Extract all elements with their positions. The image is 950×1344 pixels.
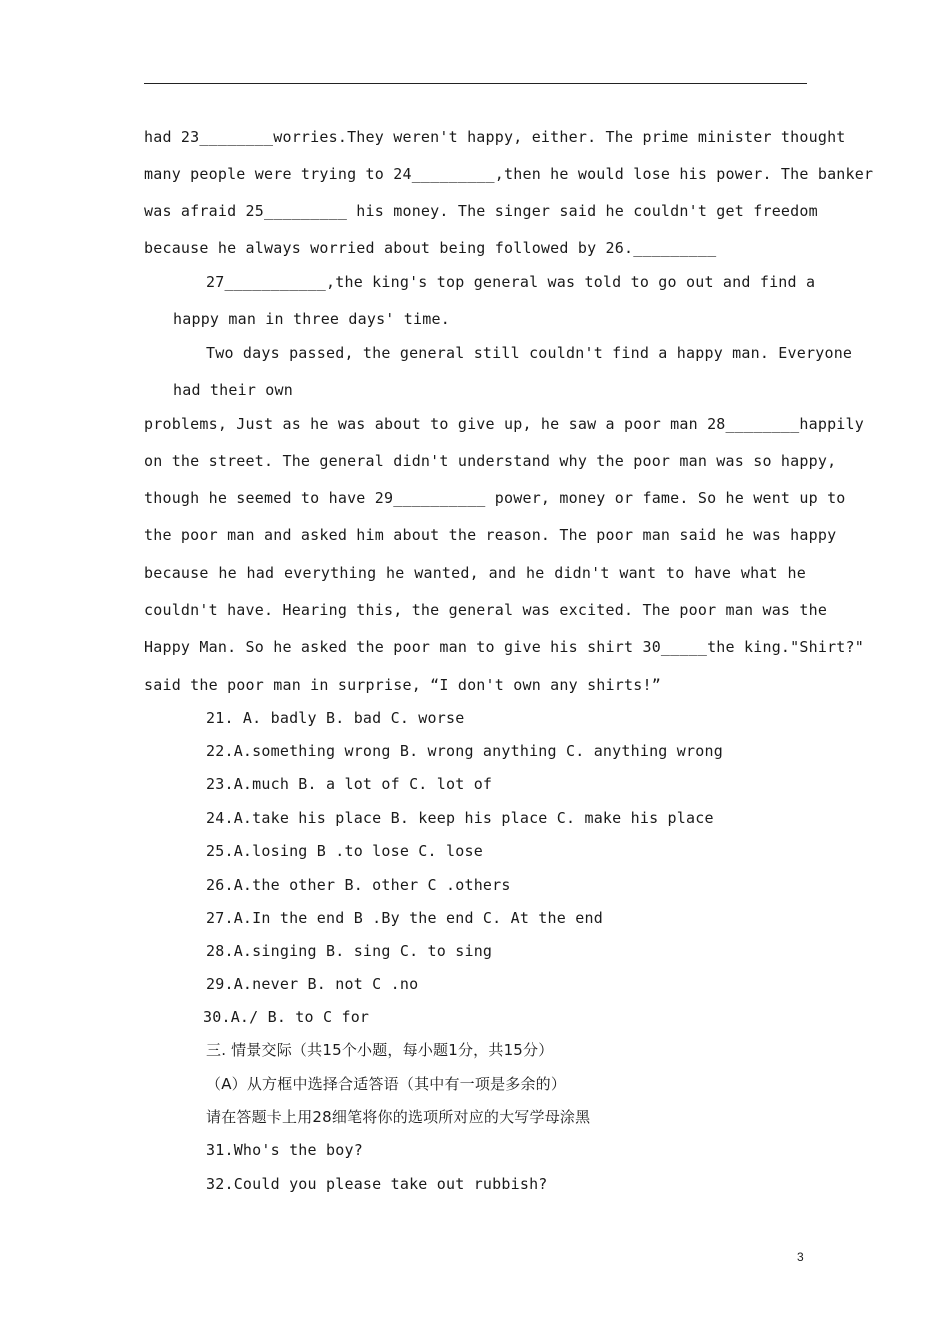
passage-line: had 23________worries.They weren't happy, either. The prime minister thought [144, 128, 846, 146]
passage-line: problems, Just as he was about to give up, he saw a poor man 28________happily [144, 415, 864, 433]
option-line: 26.A.the other B. other C .others [206, 876, 511, 894]
option-line: 27.A.In the end B .By the end C. At the end [206, 909, 603, 927]
passage-line: Two days passed, the general still couldn't find a happy man. Everyone [206, 344, 853, 362]
header-rule [144, 83, 807, 84]
option-line: 28.A.singing B. sing C. to sing [206, 942, 493, 960]
option-line: 21. A. badly B. bad C. worse [206, 709, 465, 727]
section-instruction: 请在答题卡上用28细笔将你的选项所对应的大写学母涂黑 [206, 1108, 591, 1126]
question-line: 32.Could you please take out rubbish? [206, 1175, 548, 1193]
passage-line: the poor man and asked him about the reason. The poor man said he was happy [144, 526, 837, 544]
passage-line: because he had everything he wanted, and he didn't want to have what he [144, 564, 806, 582]
passage-line: though he seemed to have 29__________ power, money or fame. So he went up to [144, 489, 846, 507]
section-subheading: （A）从方框中选择合适答语（其中有一项是多余的） [206, 1075, 567, 1093]
section-heading: 三. 情景交际（共15个小题，每小题1分，共15分） [206, 1041, 554, 1059]
passage-line: on the street. The general didn't understand why the poor man was so happy, [144, 452, 837, 470]
passage-line: many people were trying to 24_________,then he would lose his power. The banker [144, 165, 874, 183]
passage-line: was afraid 25_________ his money. The singer said he couldn't get freedom [144, 202, 818, 220]
page-number: 3 [797, 1250, 804, 1264]
passage-line: Happy Man. So he asked the poor man to give his shirt 30_____the king."Shirt?" [144, 638, 864, 656]
option-line: 25.A.losing B .to lose C. lose [206, 842, 483, 860]
option-line: 30.A./ B. to C for [203, 1008, 370, 1026]
passage-line: 27___________,the king's top general was told to go out and find a [206, 273, 816, 291]
question-line: 31.Who's the boy? [206, 1141, 363, 1159]
option-line: 24.A.take his place B. keep his place C. make his place [206, 809, 714, 827]
option-line: 29.A.never B. not C .no [206, 975, 419, 993]
option-line: 23.A.much B. a lot of C. lot of [206, 775, 493, 793]
passage-line: had their own [173, 381, 293, 399]
option-line: 22.A.something wrong B. wrong anything C. anything wrong [206, 742, 723, 760]
passage-line: said the poor man in surprise, “I don't own any shirts!” [144, 676, 661, 694]
passage-line: couldn't have. Hearing this, the general was excited. The poor man was the [144, 601, 828, 619]
passage-line: happy man in three days' time. [173, 310, 450, 328]
passage-line: because he always worried about being followed by 26._________ [144, 239, 717, 257]
